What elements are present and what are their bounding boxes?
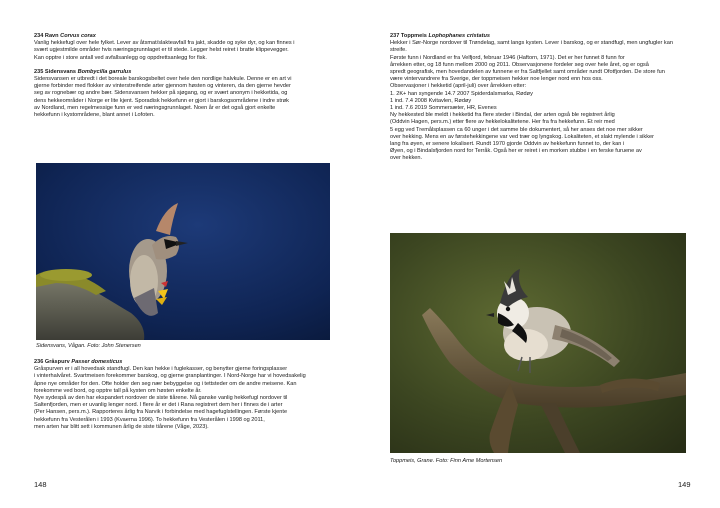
tit-line-13: 5 egg ved Tremålsplassen ca 60 unger i det samme ble dokumentert, så her anses det noe mer sikker bbox=[390, 126, 643, 133]
sparrow-line-7: (Per Hansen, pers.m.). Rapporteres årlig fra Narvik i forbindelse med hagefuglstellingen. Første kjente bbox=[34, 409, 288, 416]
sparrow-line-8: hekkefunn fra Vesterålen i 1993 (Kvaerna 1996). To hekkefunn fra Vesterålen i 1998 og 2011, bbox=[34, 416, 265, 423]
raven-line-3: Kan opptre i store antall ved avfallsanlegg og oppdrettsanlegg for fisk. bbox=[34, 54, 207, 61]
tit-line-8: 1. 2K+ han syngende 14.7 2007 Spiderdalsmarka, Rødøy bbox=[390, 90, 533, 97]
waxwing-photo bbox=[36, 163, 330, 340]
left-text-bottom bbox=[34, 359, 330, 431]
waxwing-line-2: gjerne forbinder med flokker av vinterstreifende arter gjennom høsten og vinteren, da den gjerne hevder bbox=[34, 83, 291, 90]
tit-line-12: (Oddvin Hagen, pers.m.) etter flere av hekkelokalitetene. Her fra fra hekkefunn. Et reir med bbox=[390, 119, 615, 126]
sparrow-line-3: åpne nye områder for den. Ofte holder den seg nær bebyggelse og i tettsteder om de andre meisene. Kan bbox=[34, 380, 297, 387]
crested-tit-caption: Toppmeis, Grane. Foto: Finn Arne Mortensen bbox=[390, 458, 503, 464]
waxwing-caption: Sidensvans, Vågan. Foto: John Stenersen bbox=[36, 343, 141, 349]
tit-line-14: over hekking. Mens en av førstehekkingene var ved trær og lyngskog. Lokaliteten, et slakt mylende i sikker bbox=[390, 133, 654, 140]
waxwing-line-4: dens hekkeområder i Norge er lite kjent. Sporadisk hekkefunn er gjort i barskogsområdene i indre strøk bbox=[34, 97, 289, 104]
sparrow-line-2: i vinterhalvåret. Svartmeisen forekommer barskog, og gjerne granplantinger. I Nord-Norge har vi hovedsakelig bbox=[34, 373, 306, 380]
crested-tit-image bbox=[390, 233, 686, 453]
tit-line-9: 1 ind. 7.4 2008 Kvitavlen, Rødøy bbox=[390, 97, 472, 104]
right-page bbox=[360, 0, 720, 508]
page-number-left: 148 bbox=[34, 480, 47, 489]
tit-line-1: Hekker i Sør-Norge nordover til Trøndelag, samt langs kysten. Lever i barskog, og er standfugl, men ungfugler kan bbox=[390, 40, 673, 47]
page-number-right: 149 bbox=[678, 480, 691, 489]
tit-line-5: spredt geografisk, men hovedandelen av funnene er fra Saltfjellet samt områder rundt Ofotfjorden. De store fun bbox=[390, 69, 665, 76]
tit-line-6: være vintervandrere fra Sverige, der toppmeisen hekker noe lenger nord enn hos oss. bbox=[390, 76, 603, 83]
section-heading-sparrow: 236 Gråspurv Passer domesticus bbox=[34, 359, 123, 365]
raven-line-2: svært ugjestmilde områder hvis næringsgrunnlaget er til stede. Legger helst reiret i bratte klippevegger. bbox=[34, 47, 289, 54]
waxwing-line-5: av Nordland, men regelmessige funn er ved næringsgrunnlaget. Noen år er det også gjort enkelte bbox=[34, 104, 276, 111]
tit-line-16: Øyen, og i Bindalsfjorden nord for Terråk. Også her er reiret i en morken stubbe i en ferske furuene av bbox=[390, 148, 642, 155]
tit-line-4: årrekken etter, og 18 funn mellom 2000 og 2011. Observasjonene fordeler seg over hele året, og er også bbox=[390, 61, 649, 68]
right-text bbox=[390, 33, 686, 163]
tit-line-3: Første funn i Nordland er fra Velfjord, februar 1946 (Haftorn, 1971). Det er her funnet 8 funn for bbox=[390, 54, 625, 61]
waxwing-line-1: Sidensvansen er utbredt i det boreale barskogsbeltet over hele den nordlige halvkule. Denne er en art vi bbox=[34, 76, 292, 83]
sparrow-line-1: Gråspurven er i all hovedsak standfugl. Den kan hekke i fuglekasser, og benytter gjerne foringsplasser bbox=[34, 366, 288, 373]
raven-line-1: Vanlig hekkefugl over hele fylket. Lever av åtsmat/slakteavfall fra jakt, skadde og syke dyr, og kan finnes i bbox=[34, 40, 295, 47]
tit-line-17: over hekken. bbox=[390, 155, 423, 162]
section-heading-raven: 234 Ravn Corvus corax bbox=[34, 33, 96, 39]
sparrow-line-5: Nye sydespå av den har ekspandert nordover de siste tiårene. Nå ganske vanlig hekkefugl nordover til bbox=[34, 395, 288, 402]
tit-line-2: streife. bbox=[390, 47, 407, 54]
sparrow-line-9: men arten har blitt sett i kommunen årlig de siste tiårene (Våge, 2023). bbox=[34, 423, 209, 430]
waxwing-line-6: hekkefunn i kystområdene, blant annet i Lofoten. bbox=[34, 112, 155, 119]
tit-line-7: Observasjoner i hekketid (april-juli) over årrekken etter: bbox=[390, 83, 527, 90]
left-text-top bbox=[34, 33, 330, 119]
sparrow-line-4: forekomme ved bord, og opptre tall på kysten om høsten enkelte år. bbox=[34, 387, 202, 394]
section-heading-waxwing: 235 Sidensvans Bombycilla garrulus bbox=[34, 68, 132, 75]
tit-line-10: 1 ind. 7.6 2019 Sommersæter, HR, Evenes bbox=[390, 105, 497, 112]
section-heading-crested-tit: 237 Toppmeis Lophophanes cristatus bbox=[390, 33, 491, 39]
tit-line-15: lang fra øyen, er senere lokalisert. Rundt 1970 gjorde Oddvin av hekkefunn funnet to, der kan i bbox=[390, 141, 625, 148]
crested-tit-photo bbox=[390, 233, 686, 453]
tit-line-11: Ny hekkested ble meldt i hekketid fra flere steder i Bindal, der arten også ble registrert årlig bbox=[390, 112, 615, 119]
sparrow-line-6: Saltenfjorden, men er uvanlig lenger nord. I flere år er det i Rana registrert dem her i finnes de i arter bbox=[34, 402, 283, 409]
waxwing-image bbox=[36, 163, 330, 340]
waxwing-line-3: seg av rognebær og andre bær. Sidensvansen hekker på sjøgang, og er svært anonym i hekketida, og bbox=[34, 90, 288, 97]
